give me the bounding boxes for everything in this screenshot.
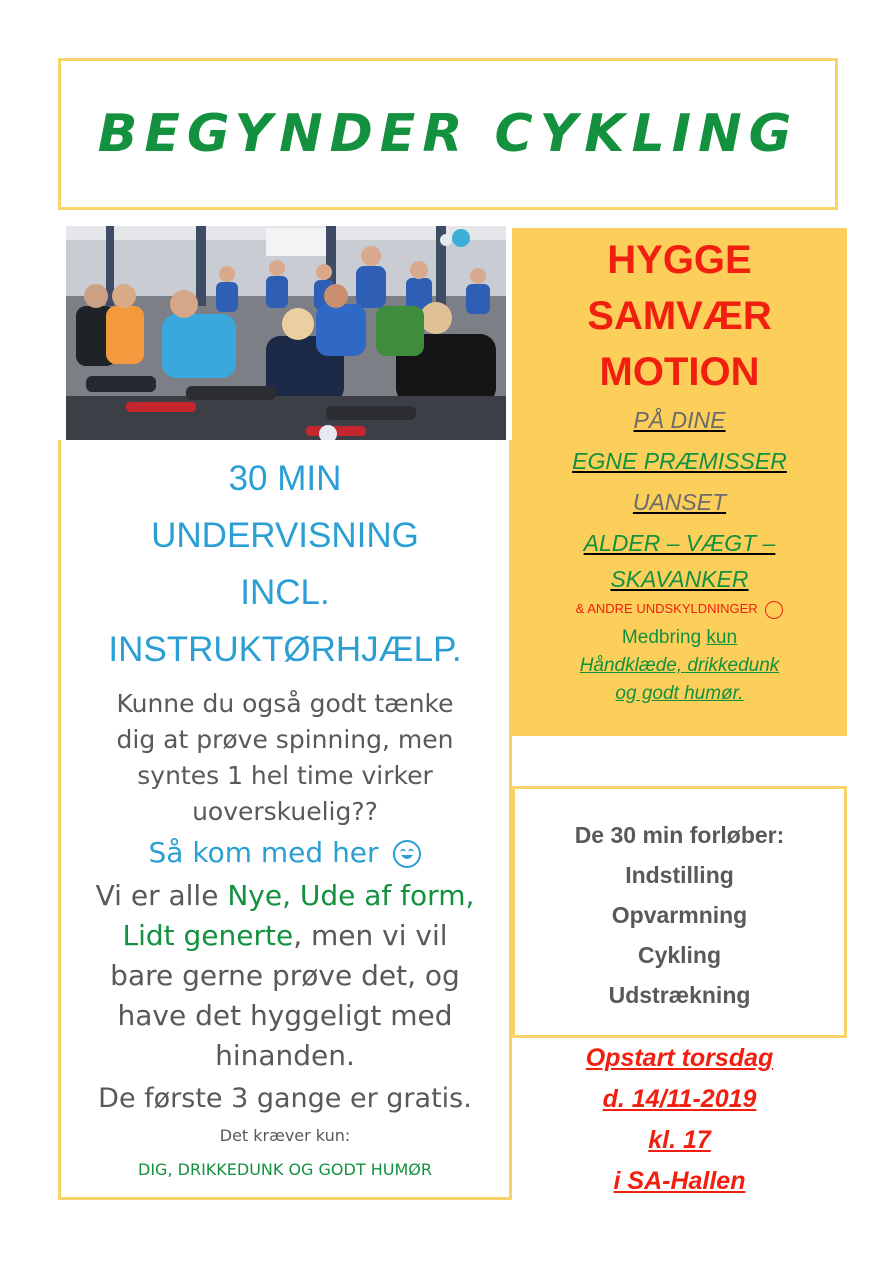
title-box (58, 58, 838, 210)
start-line-3: kl. 17 (648, 1126, 711, 1154)
spinning-photo-graphic (66, 226, 506, 444)
excuses-line (512, 594, 847, 624)
bring-line-3: og godt humør. (615, 683, 744, 704)
heading-line-4: INSTRUKTØRHJÆLP. (108, 630, 462, 669)
schedule-box (512, 786, 847, 1038)
motto-line-2: SAMVÆR (587, 294, 772, 338)
requires-items: DIG, DRIKKEDUNK OG GODT HUMØR (138, 1160, 432, 1179)
bring-prefix: Medbring (621, 627, 707, 648)
premise-line-3: UANSET (632, 489, 727, 515)
bring-line-2: Håndklæde, drikkedunk (579, 655, 780, 676)
everyone-green-2: Lidt generte (122, 919, 294, 952)
everyone-green-1: Nye, Ude af form, (227, 879, 475, 912)
poster-title: BEGYNDER CYKLING (97, 104, 799, 164)
premise-line-5: SKAVANKER (610, 566, 749, 592)
bring-text (512, 624, 847, 708)
spinning-class-photo (66, 226, 506, 444)
intro-paragraph (61, 686, 509, 830)
intro-line-4: uoverskuelig?? (192, 797, 378, 826)
schedule-item: Udstrækning (608, 982, 751, 1008)
motto-line-3: MOTION (599, 350, 760, 394)
premise-line-1: PÅ DINE (633, 407, 726, 433)
everyone-suffix: , men vi vil (293, 919, 448, 952)
schedule-item: Indstilling (625, 862, 734, 888)
premise-text (512, 400, 847, 594)
schedule-item: Cykling (637, 942, 722, 968)
heading-line-3: INCL. (240, 573, 330, 612)
premise-line-4: ALDER – VÆGT – (583, 530, 776, 556)
intro-line-1: Kunne du også godt tænke (116, 689, 454, 718)
wink-icon (765, 601, 783, 619)
heading-line-1: 30 MIN (228, 459, 342, 498)
motto-headline (512, 232, 847, 400)
start-line-4: i SA-Hallen (613, 1167, 746, 1195)
bring-line-1 (512, 624, 847, 652)
free-sessions-text: De første 3 gange er gratis. (98, 1083, 472, 1114)
come-along-text: Så kom med her (148, 836, 379, 869)
everyone-prefix: Vi er alle (95, 879, 228, 912)
everyone-line-1 (61, 876, 509, 916)
everyone-line-3: bare gerne prøve det, og (110, 959, 460, 992)
everyone-line-4: have det hyggeligt med (117, 999, 453, 1032)
intro-line-3: syntes 1 hel time virker (137, 761, 433, 790)
motto-panel (512, 228, 847, 736)
course-heading (61, 450, 509, 678)
schedule-heading: De 30 min forløber: (574, 822, 785, 848)
intro-box (58, 440, 512, 1200)
excuses-text: & ANDRE UNDSKYLDNINGER (575, 601, 758, 616)
requires-text: Det kræver kun: (219, 1126, 351, 1145)
schedule-list (515, 815, 844, 1015)
start-line-1: Opstart torsdag (585, 1044, 774, 1072)
come-along-line (61, 830, 509, 876)
start-info (512, 1038, 847, 1202)
intro-line-2: dig at prøve spinning, men (116, 725, 454, 754)
smiley-icon (393, 840, 421, 868)
start-line-2: d. 14/11-2019 (602, 1085, 757, 1113)
motto-line-1: HYGGE (607, 238, 752, 282)
premise-line-2: EGNE PRÆMISSER (572, 448, 787, 474)
everyone-line-5: hinanden. (215, 1039, 355, 1072)
everyone-line-2 (61, 916, 509, 956)
schedule-item: Opvarmning (611, 902, 748, 928)
everyone-paragraph (61, 876, 509, 1076)
heading-line-2: UNDERVISNING (151, 516, 419, 555)
bring-only: kun (706, 627, 738, 648)
